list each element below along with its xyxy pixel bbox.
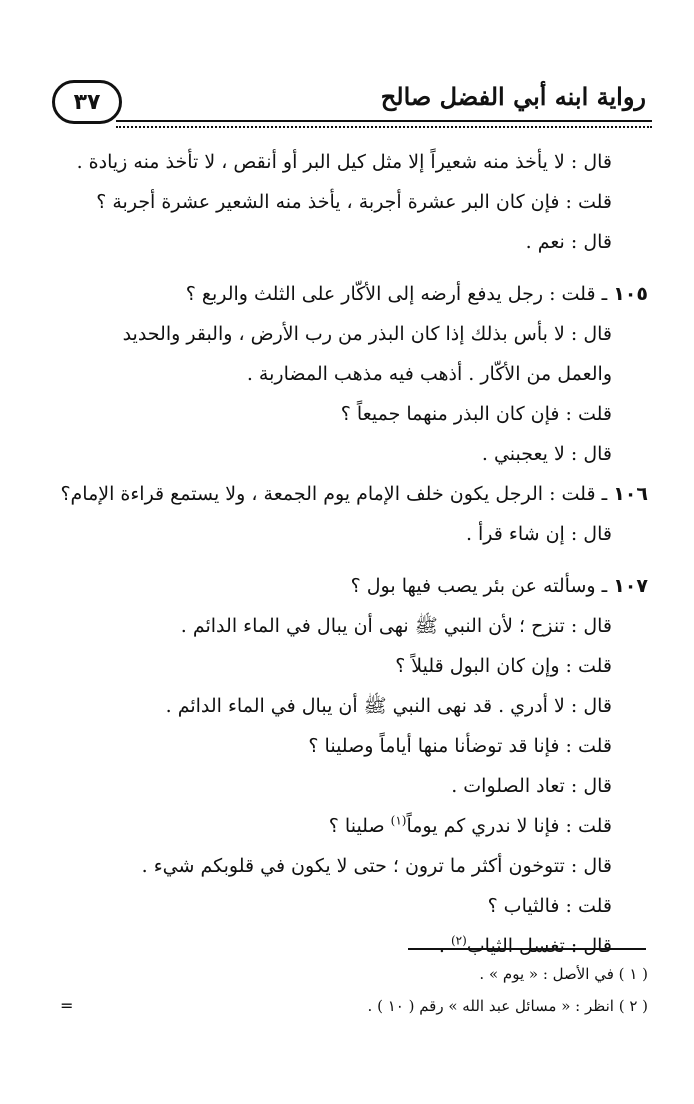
text-line: قال : لا أدري . قد نهى النبي ﷺ أن يبال في الماء الدائم . [165,695,612,717]
main-text [50,142,648,966]
text-line: قال : تغسل الثياب$^{(٢)}$ . [438,933,612,957]
footnotes [50,958,648,1022]
section-105-heading: ١٠٥ ـ قلت : رجل يدفع أرضه إلى الأكّار على الثلث والربع ؟ [185,283,648,305]
page-header [52,72,652,130]
text-line: والعمل من الأكّار . أذهب فيه مذهب المضاربة . [246,363,612,385]
margin-mark: = [60,996,74,1015]
text-line: قلت : فإن كان البذر منهما جميعاً ؟ [340,403,612,425]
text-line: قلت : وإن كان البول قليلاً ؟ [395,655,612,677]
footnote-ref: (١) [390,813,407,828]
text-line: قال : لا يعجبني . [481,443,612,465]
header-rule [116,120,652,128]
text-line: قلت : فإن كان البر عشرة أجربة ، يأخذ منه الشعير عشرة أجربة ؟ [96,191,612,213]
page-number: ٣٧ [52,80,122,124]
section-number: ١٠٥ [613,283,648,305]
text-line: قال : لا بأس بذلك إذا كان البذر من رب الأرض ، والبقر والحديد [122,323,612,345]
footnote: ( ١ ) في الأصل : « يوم » . [479,965,648,983]
text-line: قال : تتوخون أكثر ما ترون ؛ حتى لا يكون في قلوبكم شيء . [141,855,612,877]
text-line: قلت : فالثياب ؟ [487,895,612,917]
text-line: قال : نعم . [525,231,612,253]
section-107-heading: ١٠٧ ـ وسألته عن بئر يصب فيها بول ؟ [350,575,648,597]
text-line: قال : إن شاء قرأ . [465,523,612,545]
text-line: قلت : فإنا قد توضأنا منها أياماً وصلينا ؟ [308,735,612,757]
text-line: قال : لا يأخذ منه شعيراً إلا مثل كيل البر أو أنقص ، لا تأخذ منه زيادة . [76,151,612,173]
section-106-heading: ١٠٦ ـ قلت : الرجل يكون خلف الإمام يوم الجمعة ، ولا يستمع قراءة الإمام؟ [60,483,648,505]
footnote-ref: (٢) [450,933,467,948]
section-number: ١٠٦ [613,483,648,505]
section-number: ١٠٧ [613,575,648,597]
text-line: قال : تعاد الصلوات . [451,775,612,797]
footnote: ( ٢ ) انظر : « مسائل عبد الله » رقم ( ١٠ ) . [367,997,648,1015]
footnote-separator [408,948,646,950]
text-line: قلت : فإنا لا ندري كم يوماً$^{(١)}$ صلينا ؟ [328,813,612,837]
running-title: رواية ابنه أبي الفضل صالح [380,82,646,111]
text-line: قال : تنزح ؛ لأن النبي ﷺ نهى أن يبال في الماء الدائم . [180,615,612,637]
